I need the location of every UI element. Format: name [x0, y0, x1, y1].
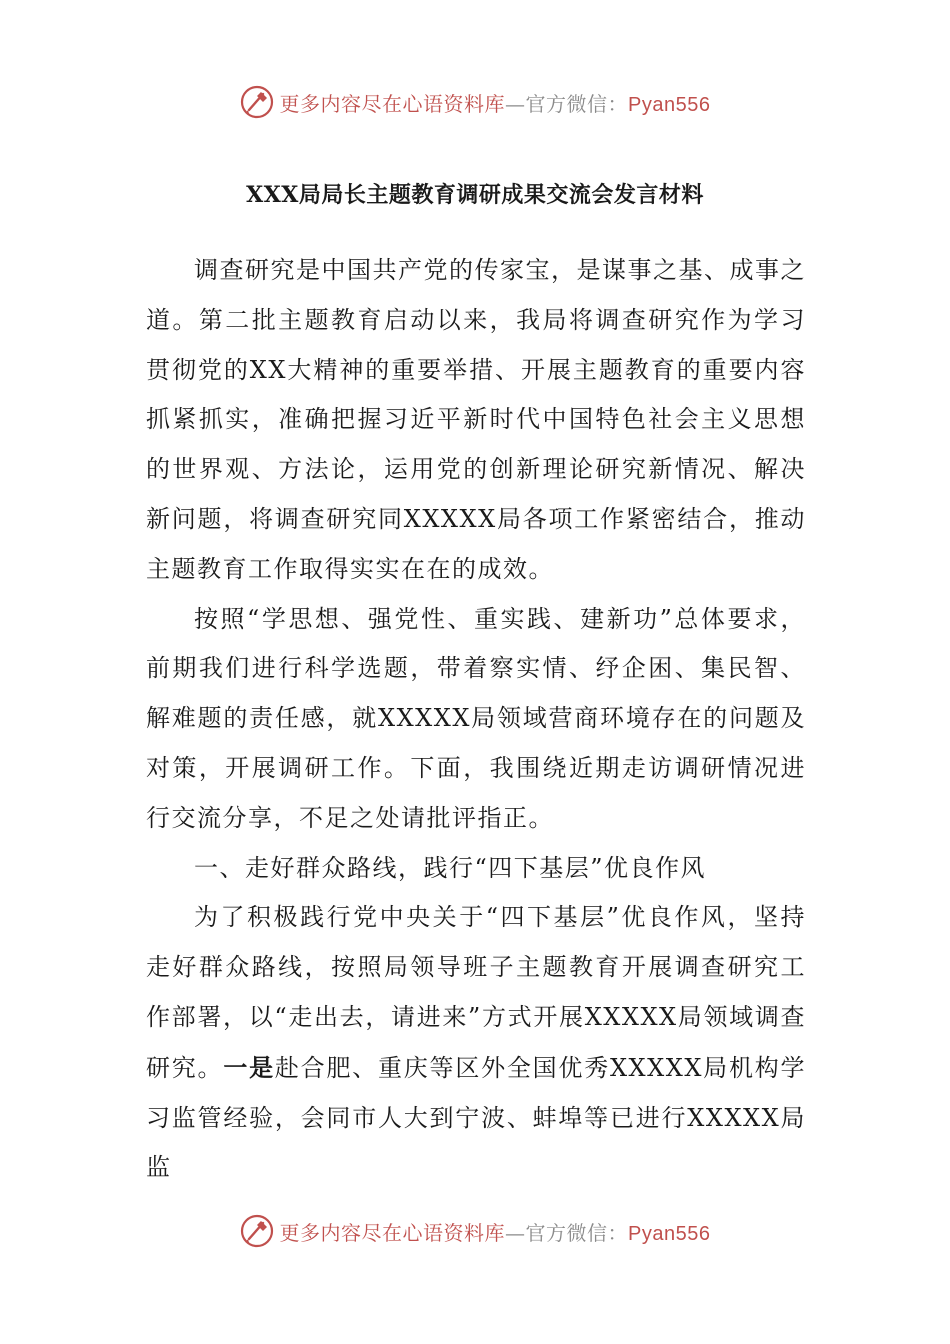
- footer-brand: [240, 1214, 711, 1248]
- header-brand-official: 官方微信：: [525, 91, 629, 116]
- footer-brand-sep: —: [505, 1220, 526, 1245]
- header-brand-sep: —: [505, 91, 526, 116]
- header-brand: [240, 85, 711, 119]
- footer-brand-text: [280, 1217, 711, 1246]
- brand-logo-icon: [240, 85, 274, 119]
- paragraph-1: 调查研究是中国共产党的传家宝，是谋事之基、成事之道。第二批主题教育启动以来，我局将调查研究作为学习贯彻党的XX大精神的重要举措、开展主题教育的重要内容抓紧抓实，准确把握习近平新时代中国特色社会主义思想的世界观、方法论，运用党的创新理论研究新情况、解决新问题，将调查研究同XXXXX局各项工作紧密结合，推动主题教育工作取得实实在在的成效。: [146, 256, 806, 583]
- paragraph-4-lead: 为了积极践行党中央关于“四下基层”优良作风，坚持走好群众路线，按照局领导班子主题教育开展调查研究工作部署，以“走出去，请进来”方式开展XXXXX局领域调查研究。: [146, 903, 806, 1082]
- paragraph-4: [146, 893, 806, 1193]
- footer-brand-official: 官方微信：: [525, 1220, 629, 1245]
- page-header: [0, 82, 950, 122]
- header-brand-text: [280, 88, 711, 117]
- section-heading-1: 一、走好群众路线，践行“四下基层”优良作风: [194, 853, 707, 882]
- paragraph-4-rest: 赴合肥、重庆等区外全国优秀XXXXX局机构学习监管经验，会同市人大到宁波、蚌埠等已进行XXXXX局监: [146, 1053, 807, 1182]
- brand-logo-icon: [240, 1214, 274, 1248]
- document-title: XXX局局长主题教育调研成果交流会发言材料: [246, 182, 704, 208]
- header-brand-id: Pyan556: [628, 93, 711, 116]
- paragraph-4-bold: 一是: [223, 1052, 275, 1082]
- document-body: [146, 246, 806, 1193]
- paragraph-2: 按照“学思想、强党性、重实践、建新功”总体要求，前期我们进行科学选题，带着察实情、纾企困、集民智、解难题的责任感，就XXXXX局领域营商环境存在的问题及对策，开展调研工作。下面，我围绕近期走访调研情况进行交流分享，不足之处请批评指正。: [146, 604, 806, 832]
- header-brand-main: 更多内容尽在心语资料库: [279, 91, 506, 116]
- page-footer: [0, 1211, 950, 1251]
- footer-brand-id: Pyan556: [628, 1222, 711, 1245]
- footer-brand-main: 更多内容尽在心语资料库: [279, 1220, 506, 1245]
